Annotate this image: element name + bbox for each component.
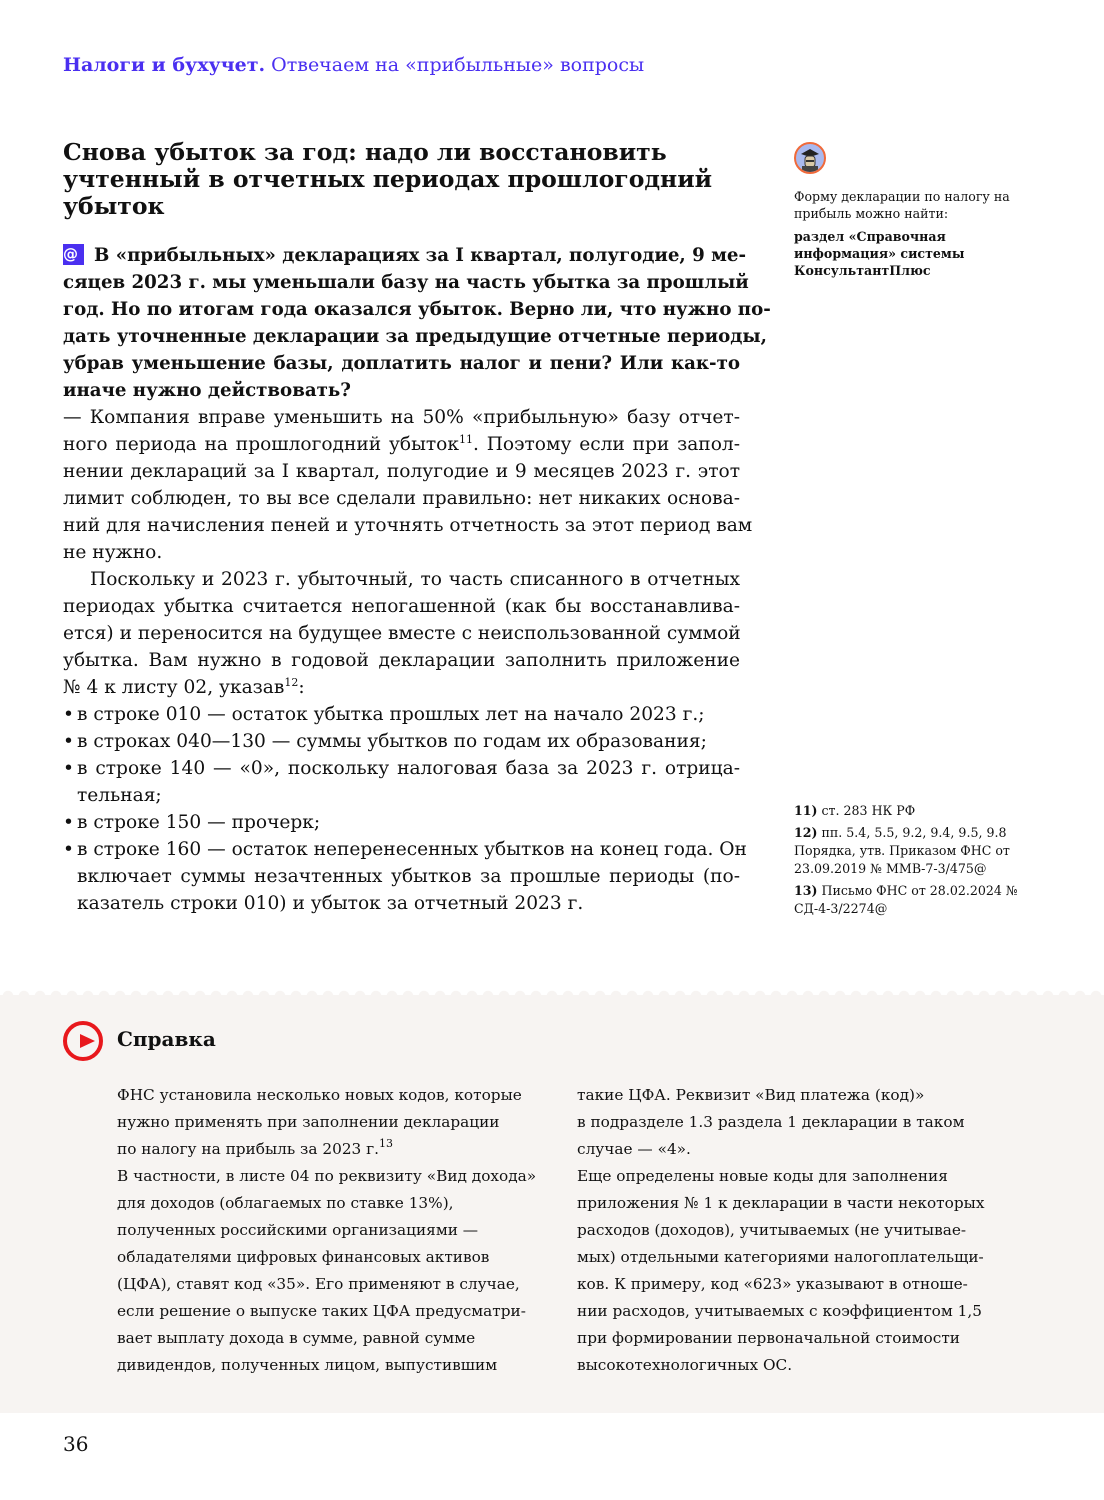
line-text: нии расходов, учитываемых с коэффициентом 1,5 <box>577 1302 982 1320</box>
text-line <box>63 755 740 782</box>
line-text: в строке 150 — прочерк; <box>77 812 321 833</box>
line-text: В «прибыльных» декларациях за I квартал, полугодие, 9 ме- <box>94 245 746 266</box>
line-text: при формировании первоначальной стоимости <box>577 1329 960 1347</box>
line-text: (ЦФА), ставят код «35». Его применяют в случае, <box>117 1275 520 1293</box>
page-number: 36 <box>63 1432 89 1456</box>
text-line <box>63 485 740 512</box>
list-item <box>63 701 740 728</box>
line-text: случае — «4». <box>577 1140 691 1158</box>
footnote-text: Письмо ФНС от 28.02.2024 № СД-4-3/2274@ <box>794 883 1018 916</box>
text-line <box>63 431 740 458</box>
text-line <box>63 512 753 539</box>
line-text: Поскольку и 2023 г. убыточный, то часть списанного в отчетных <box>90 569 740 590</box>
line-text: расходов (доходов), учитываемых (не учитывае- <box>577 1221 967 1239</box>
text-line <box>117 1271 557 1298</box>
text-line <box>577 1163 1017 1190</box>
line-text: казатель строки 010) и убыток за отчетный 2023 г. <box>77 893 584 914</box>
line-text: в строке 010 — остаток убытка прошлых лет на начало 2023 г.; <box>77 704 705 725</box>
text-line <box>117 1109 557 1136</box>
text-line <box>577 1136 1017 1163</box>
text-line <box>63 539 740 566</box>
line-text: обладателями цифровых финансовых активов <box>117 1248 490 1266</box>
line-text: мых) отдельными категориями налогоплательщи- <box>577 1248 984 1266</box>
text-line <box>63 350 740 377</box>
footnote-ref: 11 <box>458 433 473 446</box>
line-text: лимит соблюден, то вы все сделали правильно: нет никаких основа- <box>63 488 740 509</box>
answer-paragraph <box>63 566 740 701</box>
line-text: дивидендов, полученных лицом, выпустившим <box>117 1356 498 1374</box>
line-text: приложения № 1 к декларации в части некоторых <box>577 1194 985 1212</box>
text-line <box>117 1190 557 1217</box>
text-line <box>577 1190 1017 1217</box>
text-line <box>117 1217 557 1244</box>
text-line <box>117 1163 557 1190</box>
footnotes <box>794 802 1034 922</box>
sidebar-link-text: раздел «Справочная информация» системы КонсультантПлюс <box>794 229 965 278</box>
title-line: Снова убыток за год: надо ли восстановить <box>63 138 667 166</box>
expert-avatar <box>794 142 826 174</box>
reference-heading: Справка <box>117 1027 216 1051</box>
line-text: нужно применять при заполнении декларации <box>117 1113 500 1131</box>
line-text: высокотехнологичных ОС. <box>577 1356 793 1374</box>
text-line <box>63 269 749 296</box>
wavy-edge <box>0 990 1104 996</box>
line-text: убрав уменьшение базы, доплатить налог и пени? Или как-то <box>63 353 740 374</box>
footnote-number: 12) <box>794 825 818 840</box>
line-text: № 4 к листу 02, указав <box>63 677 285 698</box>
text-line <box>63 323 767 350</box>
text-line <box>577 1271 1017 1298</box>
line-text: такие ЦФА. Реквизит «Вид платежа (код)» <box>577 1086 925 1104</box>
article-body <box>63 242 771 917</box>
text-line <box>63 863 740 890</box>
sidebar-note <box>794 188 1024 279</box>
article-title <box>63 139 753 220</box>
footnote <box>794 824 1034 878</box>
text-line <box>63 890 740 917</box>
list-item <box>63 836 747 917</box>
text-line <box>63 647 740 674</box>
line-text: для доходов (облагаемых по ставке 13%), <box>117 1194 454 1212</box>
text-line <box>63 296 771 323</box>
list-item <box>63 809 740 836</box>
text-line <box>63 458 740 485</box>
title-line: учтенный в отчетных периодах прошлогодний <box>63 165 713 193</box>
line-text: ний для начисления пеней и уточнять отчетность за этот период вам <box>63 515 753 536</box>
line-text: ков. К примеру, код «623» указывают в отноше- <box>577 1275 968 1293</box>
footnote-number: 13) <box>794 883 818 898</box>
text-line <box>577 1352 1017 1379</box>
line-text: . Поэтому если при запол- <box>472 434 740 455</box>
play-icon <box>63 1021 103 1061</box>
text-line <box>63 782 740 809</box>
line-text: в подразделе 1.3 раздела 1 декларации в таком <box>577 1113 965 1131</box>
text-line <box>63 836 747 863</box>
line-text: если решение о выпуске таких ЦФА предусматри- <box>117 1302 526 1320</box>
line-text: — Компания вправе уменьшить на 50% «прибыльную» базу отчет- <box>63 407 740 428</box>
text-line <box>577 1325 1017 1352</box>
text-line <box>117 1244 557 1271</box>
line-text: вает выплату дохода в сумме, равной сумме <box>117 1329 476 1347</box>
running-header <box>63 54 644 76</box>
text-line <box>63 242 746 269</box>
text-line <box>117 1136 557 1163</box>
text-line <box>577 1244 1017 1271</box>
line-text: В частности, в листе 04 по реквизиту «Вид дохода» <box>117 1167 537 1185</box>
bullet-list <box>63 701 747 917</box>
line-text: не нужно. <box>63 542 163 563</box>
line-text: ного периода на прошлогодний убыток <box>63 434 459 455</box>
text-line <box>577 1082 1017 1109</box>
line-text: убытка. Вам нужно в годовой декларации заполнить приложение <box>63 650 740 671</box>
footnote-ref: 12 <box>284 676 299 689</box>
text-line <box>577 1109 1017 1136</box>
line-text: : <box>298 677 305 698</box>
line-text: ется) и переносится на будущее вместе с неиспользованной суммой <box>63 623 741 644</box>
text-line <box>117 1298 557 1325</box>
line-text: сяцев 2023 г. мы уменьшали базу на часть убытка за прошлый <box>63 272 749 293</box>
section-subtitle: Отвечаем на «прибыльные» вопросы <box>271 54 645 76</box>
text-line <box>117 1082 557 1109</box>
answer-paragraph <box>63 404 753 566</box>
text-line <box>63 566 740 593</box>
text-line <box>577 1217 1017 1244</box>
text-line <box>117 1352 557 1379</box>
text-line <box>63 404 740 431</box>
list-item <box>63 755 740 809</box>
footnote-text: пп. 5.4, 5.5, 9.2, 9.4, 9.5, 9.8 Порядка, утв. Приказом ФНС от 23.09.2019 № ММВ-7-3/475@ <box>794 825 1010 876</box>
line-text: нении деклараций за I квартал, полугодие и 9 месяцев 2023 г. этот <box>63 461 740 482</box>
line-text: тельная; <box>77 785 162 806</box>
text-line <box>63 701 740 728</box>
text-line <box>63 620 740 647</box>
text-line <box>63 728 740 755</box>
line-text: полученных российскими организациями — <box>117 1221 479 1239</box>
list-item <box>63 728 740 755</box>
text-line <box>117 1325 557 1352</box>
line-text: по налогу на прибыль за 2023 г. <box>117 1140 380 1158</box>
text-line <box>63 674 740 701</box>
reference-column-right <box>577 1082 1017 1379</box>
line-text: в строке 160 — остаток неперенесенных убытков на конец года. Он <box>77 839 747 860</box>
sidebar-text: Форму декларации по налогу на прибыль можно найти: <box>794 189 1010 221</box>
section-name: Налоги и бухучет. <box>63 54 266 76</box>
line-text: иначе нужно действовать? <box>63 380 351 401</box>
footnote <box>794 802 1034 820</box>
reference-column-left <box>117 1082 557 1379</box>
footnote-number: 11) <box>794 803 818 818</box>
line-text: в строках 040—130 — суммы убытков по годам их образования; <box>77 731 707 752</box>
line-text: периодах убытка считается непогашенной (как бы восстанавлива- <box>63 596 740 617</box>
text-line <box>63 593 740 620</box>
line-text: год. Но по итогам года оказался убыток. Верно ли, что нужно по- <box>63 299 771 320</box>
text-line <box>577 1298 1017 1325</box>
text-line <box>63 377 740 404</box>
footnote-ref: 13 <box>379 1137 394 1150</box>
line-text: ФНС установила несколько новых кодов, которые <box>117 1086 522 1104</box>
line-text: Еще определены новые коды для заполнения <box>577 1167 948 1185</box>
title-line: убыток <box>63 192 165 220</box>
line-text: дать уточненные декларации за предыдущие отчетные периоды, <box>63 326 767 347</box>
line-text: включает суммы незачтенных убытков за прошлые периоды (по- <box>77 866 740 887</box>
text-line <box>63 809 740 836</box>
line-text: в строке 140 — «0», поскольку налоговая база за 2023 г. отрица- <box>77 758 740 779</box>
at-sign-icon: @ <box>63 244 84 265</box>
question <box>63 242 771 404</box>
footnote <box>794 882 1034 918</box>
footnote-text: ст. 283 НК РФ <box>821 803 916 818</box>
